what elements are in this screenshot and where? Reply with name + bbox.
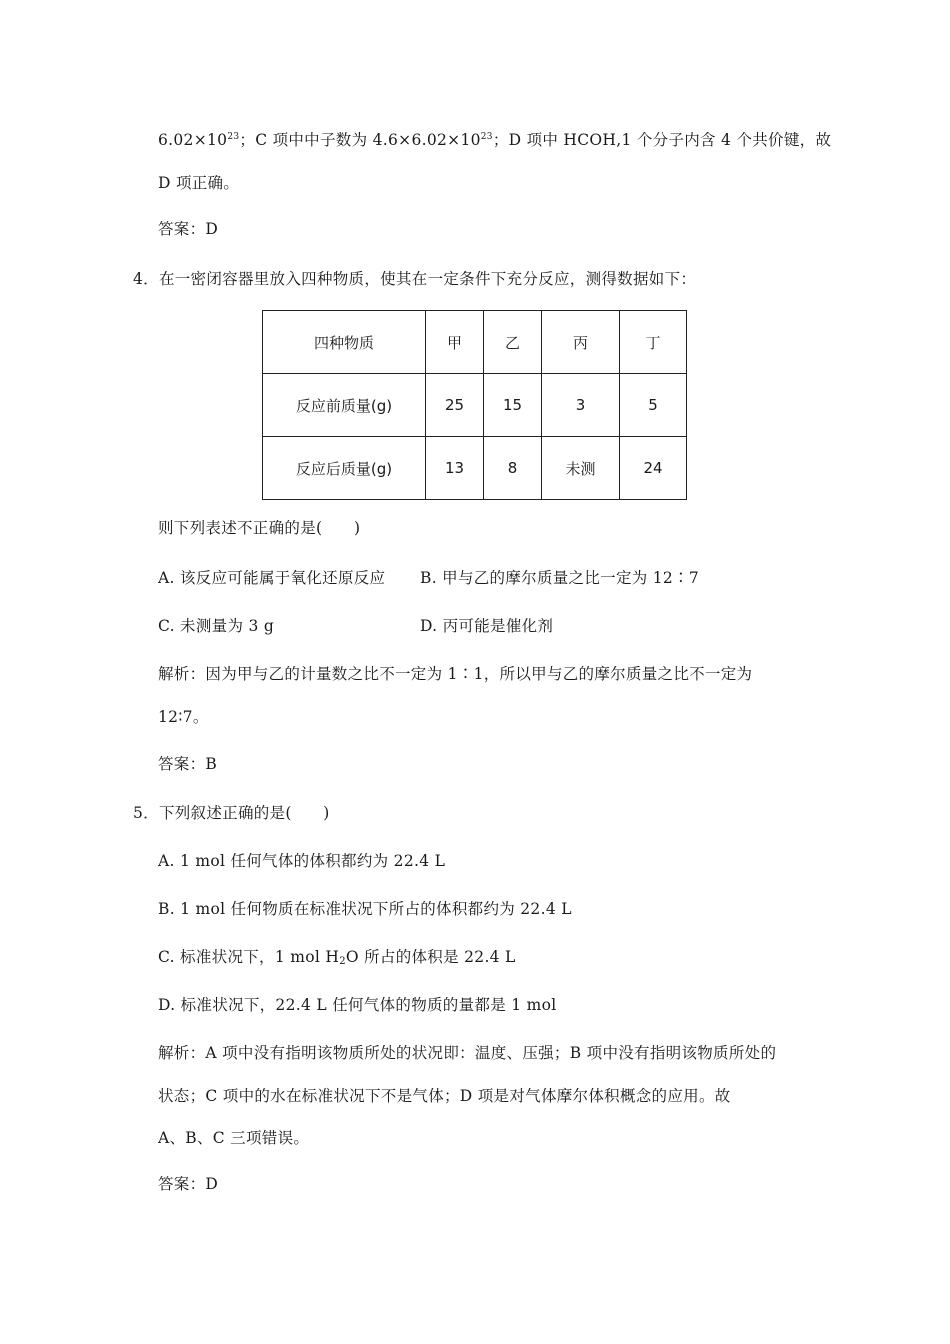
- table-cell: 5: [620, 374, 687, 437]
- option-a: A. 1 mol 任何气体的体积都约为 22.4 L: [158, 852, 446, 870]
- answer-line: 答案：B: [158, 755, 218, 773]
- table-cell: 15: [484, 374, 542, 437]
- text-line: D 项正确。: [158, 174, 240, 192]
- analysis-line: 解析：因为甲与乙的计量数之比不一定为 1∶1，所以甲与乙的摩尔质量之比不一定为: [158, 665, 753, 683]
- answer-line: 答案：D: [158, 1175, 219, 1193]
- table-header-row: [263, 311, 687, 374]
- table-cell: 反应前质量(g): [263, 374, 426, 437]
- table-cell: 25: [426, 374, 484, 437]
- analysis-line: 12∶7。: [158, 708, 209, 726]
- option-c: C. 标准状况下，1 mol $H_2O$ 所占的体积是 22.4 L: [158, 948, 516, 967]
- analysis-line: 状态；C 项中的水在标准状况下不是气体；D 项是对气体摩尔体积概念的应用。故: [158, 1087, 731, 1105]
- question-4-stem: 4．在一密闭容器里放入四种物质，使其在一定条件下充分反应，测得数据如下：: [133, 270, 697, 288]
- analysis-line: A、B、C 三项错误。: [158, 1129, 310, 1147]
- question-4-prompt: 则下列表述不正确的是( ): [158, 519, 361, 537]
- table-cell: 乙: [484, 311, 542, 374]
- table-cell: 24: [620, 437, 687, 500]
- question-5-stem: 5．下列叙述正确的是( ): [133, 804, 330, 822]
- table-row: [263, 437, 687, 500]
- answer-line: 答案：D: [158, 220, 219, 238]
- table-cell: 四种物质: [263, 311, 426, 374]
- table-cell: 13: [426, 437, 484, 500]
- table-cell: 8: [484, 437, 542, 500]
- table-cell: 丁: [620, 311, 687, 374]
- table-cell: 未测: [542, 437, 620, 500]
- table-row: [263, 374, 687, 437]
- table-cell: 3: [542, 374, 620, 437]
- option-a: A. 该反应可能属于氧化还原反应: [158, 569, 386, 587]
- analysis-line: 解析：A 项中没有指明该物质所处的状况即：温度、压强；B 项中没有指明该物质所处的: [158, 1044, 777, 1062]
- option-c: C. 未测量为 3 g: [158, 617, 275, 635]
- option-b: B. 1 mol 任何物质在标准状况下所占的体积都约为 22.4 L: [158, 900, 572, 918]
- option-b: B. 甲与乙的摩尔质量之比一定为 12∶7: [420, 569, 700, 587]
- table-cell: 反应后质量(g): [263, 437, 426, 500]
- data-table: [262, 310, 687, 500]
- table-cell: 甲: [426, 311, 484, 374]
- option-d: D. 标准状况下，22.4 L 任何气体的物质的量都是 1 mol: [158, 996, 557, 1014]
- table-cell: 丙: [542, 311, 620, 374]
- text-line: $6.02\times 10^{23}$；C 项中中子数为 $4.6\times 6.02\times 10^{23}$；D 项中 HCOH,1 个分子内含 4 个共价键，故: [158, 131, 832, 149]
- option-d: D. 丙可能是催化剂: [420, 617, 554, 635]
